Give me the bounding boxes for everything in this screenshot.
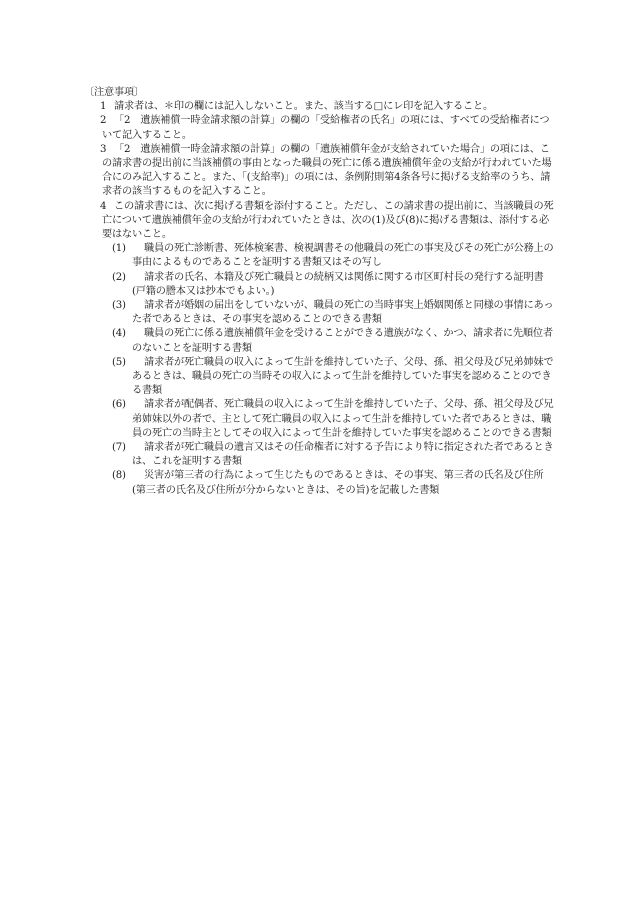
attachment-item-1	[86, 242, 556, 270]
attachment-number: (7)	[112, 442, 126, 454]
attachment-text: 請求者の氏名、本籍及び死亡職員との続柄又は関係に関する市区町村長の発行する証明書(戸籍の謄本又は抄本でもよい。)	[132, 271, 544, 297]
attachment-item-3	[86, 299, 556, 327]
attachment-number: (3)	[112, 300, 126, 312]
attachment-text: 職員の死亡に係る遺族補償年金を受けることができる遺族がなく、かつ、請求者に先順位者のないことを証明する書類	[132, 328, 553, 354]
attachment-text: 職員の死亡診断書、死体検案書、検視調書その他職員の死亡の事実及びその死亡が公務上の事由によるものであることを証明する書類又はその写し	[132, 243, 554, 269]
attachment-number: (8)	[112, 470, 126, 482]
attachment-text: 請求者が配偶者、死亡職員の収入によって生計を維持していた子、父母、孫、祖父母及び兄弟姉妹以外の者で、主として死亡職員の収入によって生計を維持していた者であるときは、職員の死亡の当時主としてその収入によって生計を維持していた事実を認めることのできる書類	[132, 399, 554, 439]
note-text: 「2 遺族補償一時金請求額の計算」の欄の「遺族補償年金が支給されていた場合」の項には、この請求書の提出前に当該補償の事由となった職員の死亡に係る遺族補償年金の支給が行われていた場合にのみ記入すること。また、「(支給率)」の項には、条例附則第4条各号に掲げる支給率のうち、請求者の該当するものを記入すること。	[102, 143, 552, 198]
note-item-1	[86, 100, 556, 114]
notes-section	[86, 86, 556, 498]
attachment-item-4	[86, 327, 556, 355]
attachment-number: (4)	[112, 328, 126, 340]
attachment-text: 請求者が婚姻の届出をしていないが、職員の死亡の当時事実上婚姻関係と同様の事情にあった者であるときは、その事実を認めることのできる書類	[132, 300, 554, 326]
attachment-text: 請求者が死亡職員の収入によって生計を維持していた子、父母、孫、祖父母及び兄弟姉妹であるときは、職員の死亡の当時その収入によって生計を維持していた事実を認めることのできる書類	[132, 356, 554, 397]
note-number: 3	[100, 143, 107, 155]
note-number: 2	[100, 115, 107, 127]
notes-heading: 〔注意事項〕	[84, 87, 144, 98]
note-item-4	[86, 200, 556, 243]
note-number: 1	[100, 101, 107, 113]
attachment-number: (2)	[112, 271, 126, 283]
attachment-text: 災害が第三者の行為によって生じたものであるときは、その事実、第三者の氏名及び住所(第三者の氏名及び住所が分からないときは、その旨)を記載した書類	[132, 470, 544, 496]
attachment-number: (6)	[112, 399, 126, 411]
note-text: 請求者は、＊印の欄には記入しないこと。また、該当する□にレ印を記入すること。	[114, 101, 493, 113]
note-item-2	[86, 114, 556, 142]
attachment-number: (5)	[112, 356, 126, 368]
attachment-item-7	[86, 441, 556, 469]
note-number: 4	[100, 200, 107, 212]
attachment-text: 請求者が死亡職員の遺言又はその任命権者に対する予告により特に指定された者であるときは、これを証明する書類	[132, 442, 554, 468]
note-item-3	[86, 143, 556, 200]
note-text: この請求書には、次に掲げる書類を添付すること。ただし、この請求書の提出前に、当該職員の死亡について遺族補償年金の支給が行われていたときは、次の(1)及び(8)に掲げる書類は、添付する必要はないこと。	[102, 200, 554, 241]
attachment-item-8	[86, 469, 556, 497]
attachment-number: (1)	[112, 243, 126, 255]
attachment-item-6	[86, 398, 556, 441]
attachment-item-5	[86, 356, 556, 399]
attachment-item-2	[86, 271, 556, 299]
note-text: 「2 遺族補償一時金請求額の計算」の欄の「受給権者の氏名」の項には、すべての受給権者について記入すること。	[102, 115, 550, 141]
